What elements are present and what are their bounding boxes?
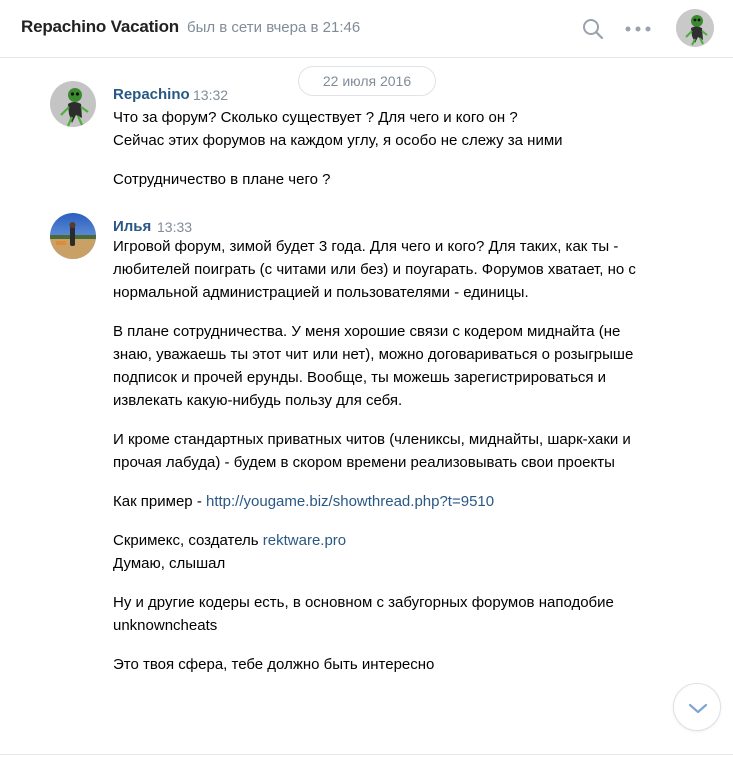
message-line: Что за форум? Сколько существует ? Для чего и кого он ? (113, 109, 518, 126)
more-icon[interactable] (624, 17, 652, 41)
chat-title[interactable]: Repachino Vacation (21, 17, 179, 36)
message-author[interactable]: Илья (113, 218, 152, 235)
message-paragraph: И кроме стандартных приватных читов (членикcы, миднайты, шарк-хаки и прочая лабуда) - будем в скором времени реализовывать свои проекты (113, 431, 631, 471)
message-text (113, 235, 638, 676)
message-paragraph: Ну и другие кодеры есть, в основном с забугорных форумов наподобие unknowncheats (113, 594, 614, 634)
message-paragraph: Это твоя сфера, тебе должно быть интересно (113, 656, 435, 673)
avatar[interactable] (50, 81, 96, 127)
divider (0, 754, 733, 755)
chat-header (0, 0, 733, 58)
message-line: Сотрудничество в плане чего ? (113, 171, 331, 188)
message-paragraph (113, 490, 638, 513)
message-time: 13:33 (157, 219, 193, 235)
message-text-fragment: Как пример - (113, 493, 206, 510)
online-status: был в сети вчера в 21:46 (187, 19, 361, 36)
chevron-down-icon (674, 684, 722, 732)
message-paragraph: Игровой форум, зимой будет 3 года. Для чего и кого? Для таких, как ты - любителей поиграть (с читами или без) и поугарать. Форумов хватает, но с нормальной администрацией и пользователями - единицы. (113, 238, 636, 301)
message-time: 13:32 (193, 87, 229, 103)
scroll-down-button[interactable] (673, 683, 721, 731)
message-link[interactable]: http://yougame.biz/showthread.php?t=9510 (205, 493, 495, 510)
message-paragraph: В плане сотрудничества. У меня хорошие связи с кодером миднайта (не знаю, уважаешь ты этот чит или нет), можно договариваться о розыгрыше подписок и прочей ерунды. Вообще, ты можешь зарегистрироваться и извлекать какую-нибудь пользу для себя. (113, 323, 634, 409)
date-separator: 22 июля 2016 (298, 66, 436, 96)
message-author[interactable]: Repachino (113, 86, 190, 103)
message-text-fragment: Думаю, слышал (113, 555, 226, 572)
message-paragraph (113, 529, 638, 575)
message-line: Сейчас этих форумов на каждом углу, я особо не слежу за ними (113, 132, 563, 149)
message-text-fragment: Скримекс, создатель (113, 532, 263, 549)
search-icon[interactable] (581, 17, 605, 41)
header-avatar[interactable] (676, 9, 714, 47)
avatar[interactable] (50, 213, 96, 259)
message-link[interactable]: rektware.pro (262, 532, 347, 549)
message-text (113, 106, 638, 191)
